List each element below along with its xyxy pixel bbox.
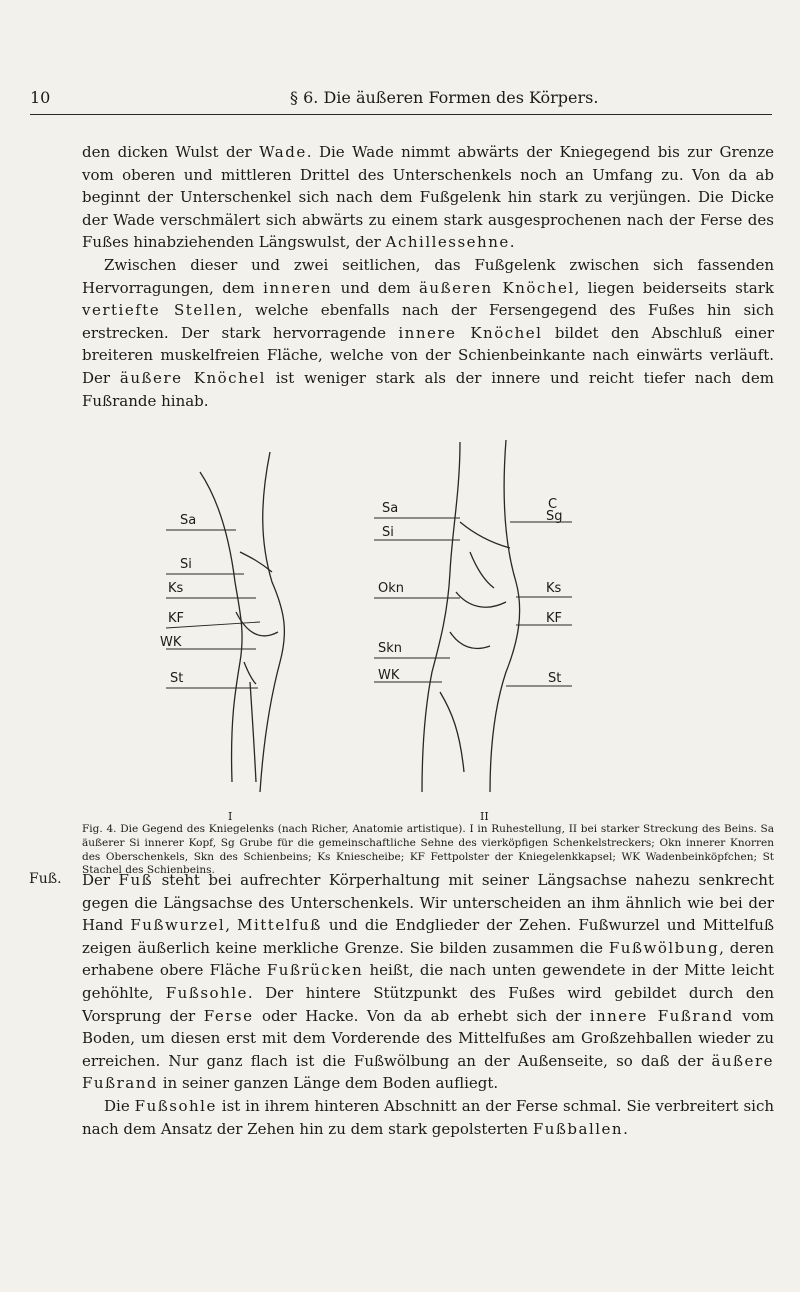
- paragraph-fusssohle: Die Fußsohle ist in ihrem hinteren Abschnitt an der Ferse schmal. Sie verbreitert sich nach dem Ansatz der Zehen hin zu dem stark gepolsterten Fußballen.: [82, 1096, 775, 1138]
- label-wk-left: WK: [160, 635, 182, 650]
- running-title: § 6. Die äußeren Formen des Körpers.: [290, 88, 599, 107]
- page-header: [30, 88, 772, 115]
- label-kf-right: KF: [546, 611, 563, 626]
- label-sa-left: Sa: [180, 513, 197, 528]
- label-ks-left: Ks: [168, 581, 184, 596]
- figure-numeral-1: I: [228, 810, 233, 823]
- label-sa-mid: Sa: [382, 501, 399, 516]
- figure-numeral-2: II: [480, 810, 489, 823]
- term-achillessehne: Achillessehne: [385, 233, 510, 252]
- page-number: 10: [30, 88, 51, 107]
- knee-illustration: [160, 432, 680, 812]
- term-wade: Wade: [259, 143, 307, 161]
- fuss-text: [82, 869, 774, 1140]
- label-wk-mid: WK: [378, 668, 400, 683]
- paragraph-wade: den dicken Wulst der Wade. Die Wade nimmt abwärts der Kniegegend bis zur Grenze vom oberen und mittleren Drittel des Unterschenkels noch an Umfang zu. Von da ab beginnt der Unterschenkel sich nach dem Fußgelenk hin stark zu verjüngen. Die Dicke der Wade verschmälert sich abwärts zu einem stark ausgesprochenen nach der Ferse des Fußes hinabziehenden Längswulst, der Achillessehne.: [82, 143, 774, 252]
- label-ks-right: Ks: [546, 581, 562, 596]
- label-st-right: St: [548, 671, 562, 686]
- label-okn-mid: Okn: [378, 581, 404, 596]
- label-si-left: Si: [180, 557, 192, 572]
- label-st-left: St: [170, 671, 184, 686]
- margin-note-fuss: Fuß.: [29, 871, 62, 887]
- label-si-mid: Si: [382, 525, 394, 540]
- paragraph-knoechel: Zwischen dieser und zwei seitlichen, das Fußgelenk zwischen sich fassenden Hervorragungen, dem inneren und dem äußeren Knöchel, liegen beiderseits stark vertiefte Stellen, welche ebenfalls nach der Fersengegend des Fußes hin sich erstrecken. Der stark hervorragende innere Knöchel bildet den Abschluß einer breiteren muskelfreien Fläche, welche von der Schienbeinkante nach einwärts verläuft. Der äußere Knöchel ist weniger stark als der innere und reicht tiefer nach dem Fußrande hinab.: [82, 255, 775, 410]
- label-sg-right: Sg: [546, 509, 563, 524]
- label-c-right: C: [548, 497, 558, 512]
- intro-text: [82, 141, 774, 412]
- label-kf-left: KF: [168, 611, 185, 626]
- paragraph-fuss: Der Fuß steht bei aufrechter Körperhaltung mit seiner Längsachse nahezu senkrecht gegen die Längsachse des Unterschenkels. Wir unterscheiden an ihm ähnlich wie bei der Hand Fußwurzel, Mittelfuß und die Endglieder der Zehen. Fußwurzel und Mittelfuß zeigen äußerlich keine merkliche Grenze. Sie bilden zusammen die Fußwölbung, deren erhabene obere Fläche Fußrücken heißt, die nach unten gewendete in der Mitte leicht gehöhlte, Fußsohle. Der hintere Stützpunkt des Fußes wird gebildet durch den Vorsprung der Ferse oder Hacke. Von da ab erhebt sich der innere Fußrand vom Boden, um diesen erst mit dem Vorderende des Mittelfußes am Großzehballen wieder zu erreichen. Nur ganz flach ist die Fußwölbung an der Außenseite, so daß der äußere Fußrand in seiner ganzen Länge dem Boden aufliegt.: [82, 871, 774, 1093]
- label-skn-mid: Skn: [378, 641, 403, 656]
- figure-caption: Fig. 4. Die Gegend des Kniegelenks (nach Richer, Anatomie artistique). I in Ruhestellung, II bei starker Streckung des Beins. Sa äußerer Si innerer Kopf, Sg Grube für die gemeinschaftliche Sehne des vierköpfigen Schenkelstreckers; Okn innerer Knorren des Oberschenkels, Skn des Schienbeins; Ks Kniescheibe; KF Fettpolster der Kniegelenkkapsel; WK Wadenbeinköpfchen; St Stachel des Schienbeins.: [82, 823, 774, 877]
